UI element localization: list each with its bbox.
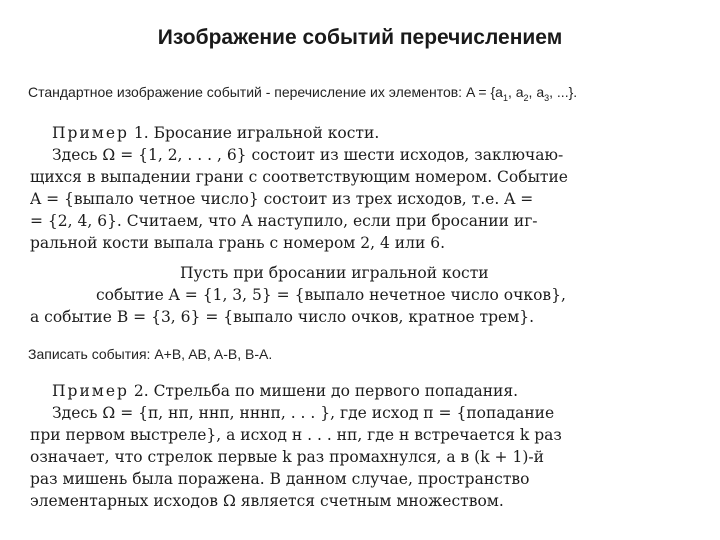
example-1-block: [30, 122, 596, 254]
intro-end: , ...}.: [549, 84, 578, 100]
example-1-heading: 1. Бросание игральной кости.: [133, 124, 380, 142]
example-1-label: Пример: [52, 124, 129, 142]
intro-main: Стандартное изображение событий - перечисление их элементов: A = {a: [28, 84, 503, 100]
task-text: Записать события: A+B, AB, A-B, B-A.: [28, 346, 273, 362]
page-title: Изображение событий перечислением: [157, 26, 563, 49]
example-2-block: [30, 380, 606, 512]
intro-text: [28, 84, 708, 103]
continuation-line: Пусть при бросании игральной кости: [180, 264, 489, 282]
intro-sub-3: 3: [544, 92, 550, 103]
continuation-line: событие A = {1, 3, 5} = {выпало нечетное число очков},: [96, 286, 566, 304]
example-2-line: раз мишень была поражена. В данном случае, пространство: [30, 470, 530, 488]
example-2-label: Пример: [52, 382, 129, 400]
intro-sep-2: , a: [528, 84, 545, 100]
intro-sub-1: 1: [502, 92, 508, 103]
intro-sub-2: 2: [523, 92, 529, 103]
example-1-line: щихся в выпадении грани с соответствующим номером. Событие: [30, 168, 568, 186]
example-2-line: элементарных исходов Ω является счетным множеством.: [30, 492, 504, 510]
example-2-line: Здесь Ω = {п, нп, ннп, нннп, . . . }, где исход п = {попадание: [52, 404, 555, 422]
example-1-line: = {2, 4, 6}. Считаем, что A наступило, если при бросании иг-: [30, 212, 538, 230]
continuation-line: а событие B = {3, 6} = {выпало число очков, кратное трем}.: [30, 308, 535, 326]
example-1-line: ральной кости выпала грань с номером 2, 4 или 6.: [30, 234, 445, 252]
example-2-line: при первом выстреле}, а исход н . . . нп, где н встречается k раз: [30, 426, 562, 444]
intro-sep-1: , a: [507, 84, 524, 100]
example-1-line: Здесь Ω = {1, 2, . . . , 6} состоит из шести исходов, заключаю-: [52, 146, 564, 164]
example-1-heading-line: [30, 122, 596, 144]
example-1-line: A = {выпало четное число} состоит из трех исходов, т.е. A =: [30, 190, 534, 208]
example-1-continuation: [30, 262, 630, 328]
example-2-line: означает, что стрелок первые k раз промахнулся, а в (k + 1)-й: [30, 448, 544, 466]
example-2-heading-line: [30, 380, 606, 402]
example-2-heading: 2. Стрельба по мишени до первого попадания.: [133, 382, 519, 400]
